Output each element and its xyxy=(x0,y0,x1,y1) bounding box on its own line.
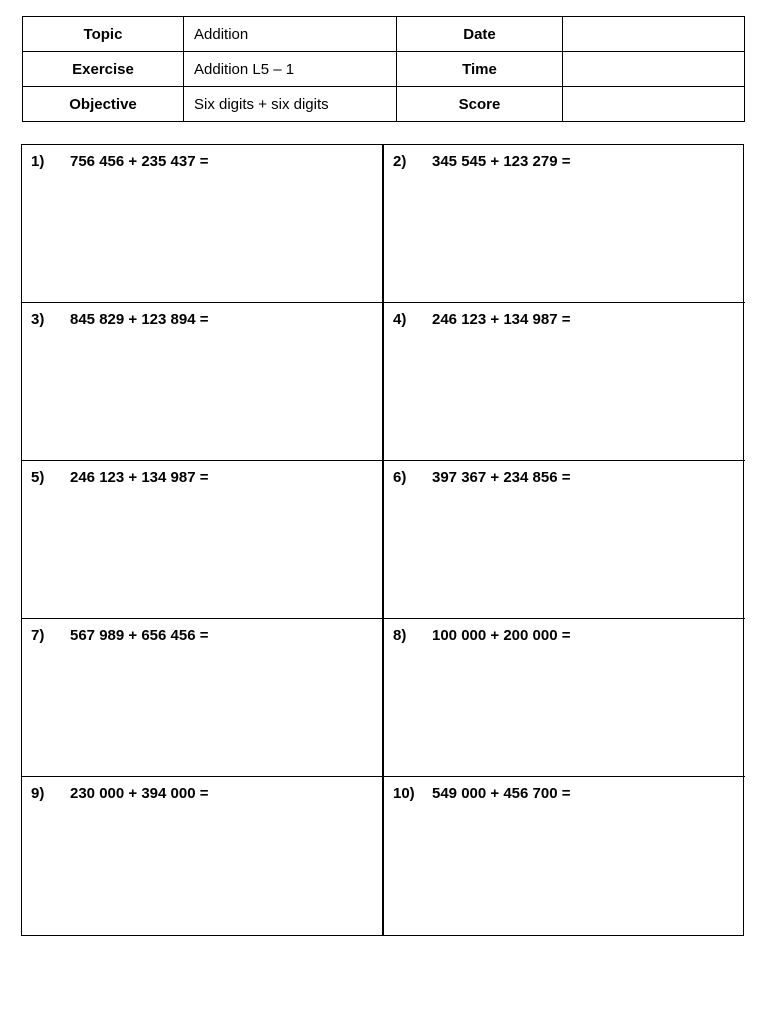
problem-cell[interactable] xyxy=(384,145,745,303)
score-label: Score xyxy=(397,87,563,122)
problem-number: 7) xyxy=(31,627,45,644)
problem-expression: 230 000 + 394 000 = xyxy=(70,785,209,802)
date-label: Date xyxy=(397,17,563,52)
problem-number: 6) xyxy=(393,469,407,486)
topic-value: Addition xyxy=(184,17,397,52)
problem-cell[interactable] xyxy=(22,461,384,619)
problem-expression: 845 829 + 123 894 = xyxy=(70,311,209,328)
problem-number: 9) xyxy=(31,785,45,802)
problem-expression: 246 123 + 134 987 = xyxy=(432,311,571,328)
problem-expression: 397 367 + 234 856 = xyxy=(432,469,571,486)
problem-number: 2) xyxy=(393,153,407,170)
worksheet-header-table xyxy=(22,16,745,122)
problem-expression: 246 123 + 134 987 = xyxy=(70,469,209,486)
problem-number: 4) xyxy=(393,311,407,328)
problem-expression: 549 000 + 456 700 = xyxy=(432,785,571,802)
time-field[interactable] xyxy=(563,52,745,87)
problem-expression: 756 456 + 235 437 = xyxy=(70,153,209,170)
problem-cell[interactable] xyxy=(384,303,745,461)
problem-cell[interactable] xyxy=(384,777,745,935)
header-row-objective xyxy=(23,87,745,122)
objective-value: Six digits + six digits xyxy=(184,87,397,122)
problem-number: 3) xyxy=(31,311,45,328)
date-field[interactable] xyxy=(563,17,745,52)
problem-expression: 345 545 + 123 279 = xyxy=(432,153,571,170)
problem-cell[interactable] xyxy=(22,145,384,303)
problem-cell[interactable] xyxy=(22,303,384,461)
header-row-exercise xyxy=(23,52,745,87)
time-label: Time xyxy=(397,52,563,87)
problem-number: 1) xyxy=(31,153,45,170)
problem-cell[interactable] xyxy=(384,619,745,777)
problem-number: 5) xyxy=(31,469,45,486)
problem-cell[interactable] xyxy=(22,777,384,935)
objective-label: Objective xyxy=(23,87,184,122)
problem-expression: 100 000 + 200 000 = xyxy=(432,627,571,644)
problems-grid xyxy=(21,144,744,936)
problem-cell[interactable] xyxy=(384,461,745,619)
problem-expression: 567 989 + 656 456 = xyxy=(70,627,209,644)
header-row-topic xyxy=(23,17,745,52)
exercise-label: Exercise xyxy=(23,52,184,87)
problem-cell[interactable] xyxy=(22,619,384,777)
exercise-value: Addition L5 – 1 xyxy=(184,52,397,87)
problem-number: 8) xyxy=(393,627,407,644)
score-field[interactable] xyxy=(563,87,745,122)
topic-label: Topic xyxy=(23,17,184,52)
problem-number: 10) xyxy=(393,785,415,802)
